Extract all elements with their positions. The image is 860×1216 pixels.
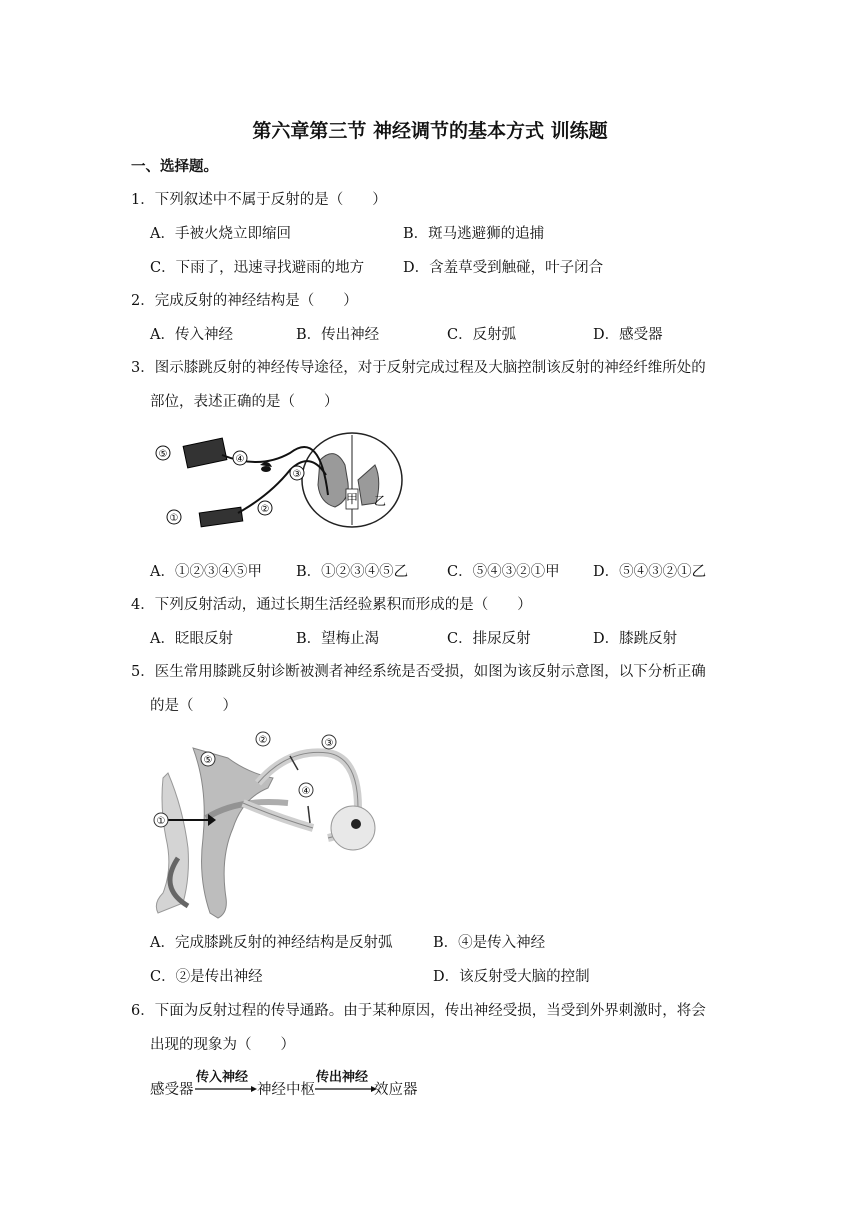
fig5-label-3: ③: [324, 738, 334, 749]
fig3-label-5: ⑤: [158, 449, 168, 460]
q5-option-c: C．②是传出神经: [150, 969, 263, 985]
fig3-label-3: ③: [292, 469, 302, 480]
q2-option-d: D．感受器: [593, 327, 663, 343]
q5-option-d: D．该反射受大脑的控制: [433, 969, 590, 985]
fig3-label-yi: 乙: [373, 494, 387, 508]
q3-option-c: C．⑤④③②①甲: [447, 564, 560, 580]
q1-option-b: B．斑马逃避狮的追捕: [403, 226, 545, 242]
fig5-label-5: ⑤: [203, 755, 213, 766]
pathway-effector: 效应器: [374, 1082, 418, 1098]
question-4-stem: 4．下列反射活动，通过长期生活经验累积而形成的是（ ）: [131, 597, 532, 613]
fig3-label-4: ④: [235, 454, 245, 465]
q2-option-c: C．反射弧: [447, 327, 517, 343]
q4-option-b: B．望梅止渴: [296, 631, 380, 647]
q4-option-a: A．眨眼反射: [150, 631, 233, 647]
q3-option-b: B．①②③④⑤乙: [296, 564, 409, 580]
q1-option-c: C．下雨了，迅速寻找避雨的地方: [150, 260, 365, 276]
knee-reflex-pathway-figure: [150, 425, 410, 535]
pathway-receptor: 感受器: [150, 1082, 194, 1098]
q1-option-d: D．含羞草受到触碰，叶子闭合: [403, 260, 604, 276]
knee-jerk-reflex-figure: [148, 728, 383, 923]
reflex-pathway: [150, 1066, 450, 1102]
efferent-arrow: [315, 1085, 377, 1093]
q2-option-b: B．传出神经: [296, 327, 380, 343]
question-5-stem-line1: 5．医生常用膝跳反射诊断被测者神经系统是否受损，如图为该反射示意图，以下分析正确: [131, 664, 706, 680]
pathway-center: 神经中枢: [257, 1082, 315, 1098]
fig5-label-1: ①: [156, 816, 166, 827]
question-2-stem: 2．完成反射的神经结构是（ ）: [131, 293, 358, 309]
q4-option-d: D．膝跳反射: [593, 631, 678, 647]
question-3-stem-line1: 3．图示膝跳反射的神经传导途径，对于反射完成过程及大脑控制该反射的神经纤维所处的: [131, 360, 706, 376]
question-5-stem-line2: 的是（ ）: [150, 698, 237, 714]
q3-option-d: D．⑤④③②①乙: [593, 564, 707, 580]
section-heading: 一、选择题。: [131, 159, 218, 175]
q3-option-a: A．①②③④⑤甲: [150, 564, 262, 580]
fig3-label-jia: 甲: [345, 492, 359, 506]
question-6-stem-line2: 出现的现象为（ ）: [150, 1037, 295, 1053]
page-title: 第六章第三节 神经调节的基本方式 训练题: [252, 120, 608, 142]
fig5-label-2: ②: [258, 735, 268, 746]
q5-option-a: A．完成膝跳反射的神经结构是反射弧: [150, 935, 393, 951]
fig3-label-2: ②: [260, 504, 270, 515]
question-6-stem-line1: 6．下面为反射过程的传导通路。由于某种原因，传出神经受损，当受到外界刺激时，将会: [131, 1003, 706, 1019]
pathway-afferent-label: 传入神经: [196, 1070, 249, 1085]
fig3-label-1: ①: [169, 513, 179, 524]
q2-option-a: A．传入神经: [150, 327, 233, 343]
pathway-efferent-label: 传出神经: [316, 1070, 369, 1085]
q1-option-a: A．手被火烧立即缩回: [150, 226, 291, 242]
afferent-arrow: [195, 1085, 257, 1093]
fig5-label-4: ④: [301, 786, 311, 797]
question-1-stem: 1．下列叙述中不属于反射的是（ ）: [131, 192, 387, 208]
q4-option-c: C．排尿反射: [447, 631, 531, 647]
question-3-stem-line2: 部位，表述正确的是（ ）: [150, 394, 339, 410]
q5-option-b: B．④是传入神经: [433, 935, 546, 951]
